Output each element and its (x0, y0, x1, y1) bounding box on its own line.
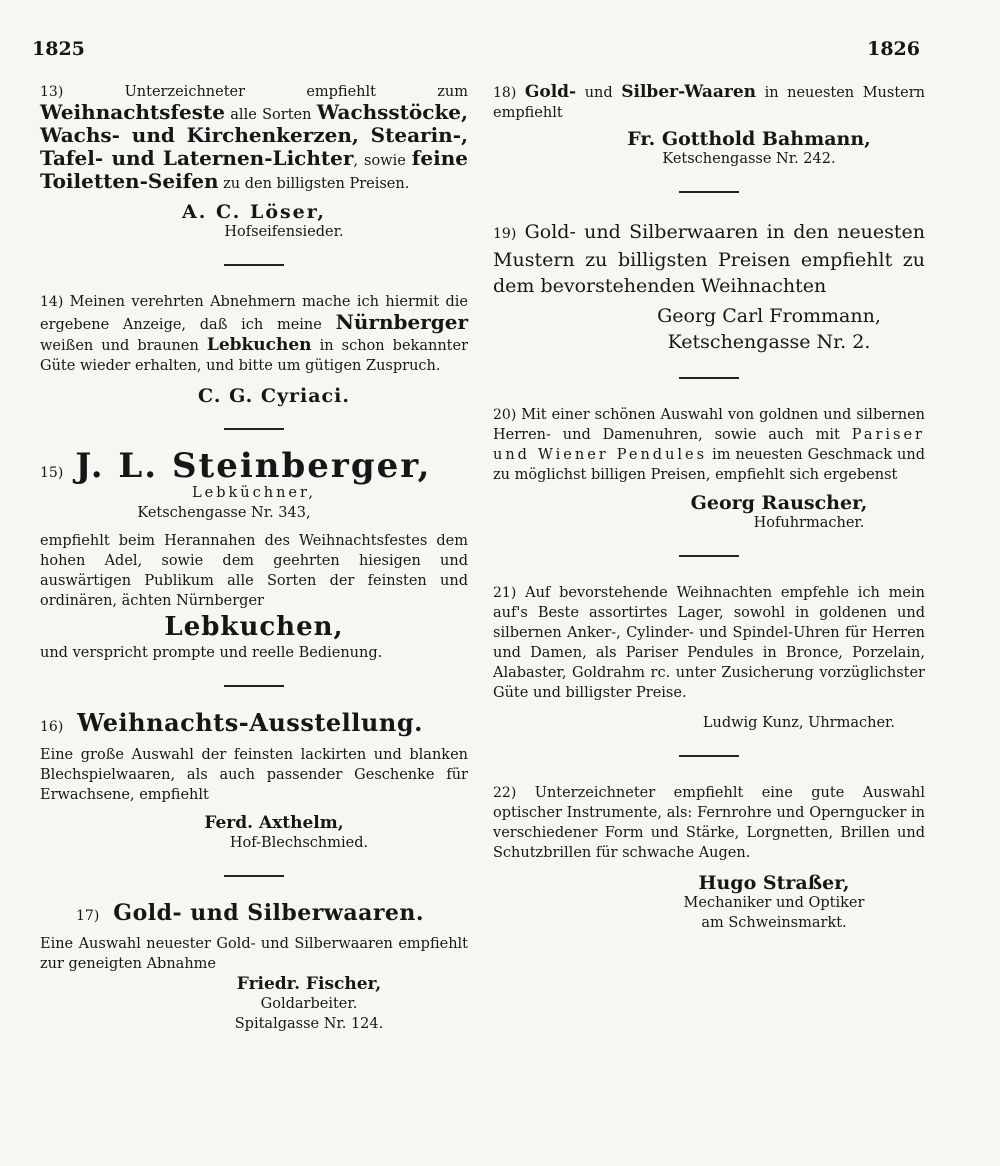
right-column (493, 82, 925, 941)
advertiser-address: Spitalgasse Nr. 124. (234, 1016, 384, 1032)
ad-text: und verspricht prompte und reelle Bedienung. (40, 645, 383, 661)
ad-highlight: Wachsstöcke, Wachs- und Kirchenkerzen, Stearin-, Tafel- und Laternen-Lichter (40, 100, 468, 170)
ad-text: zu den billigsten Preisen. (218, 176, 410, 192)
ad-19 (493, 219, 925, 355)
divider (679, 191, 739, 193)
advertiser-name: J. L. Steinberger, (75, 446, 432, 486)
ad-text: Gold- und Silberwaaren in den neuesten Mustern zu billigsten Preisen empfiehlt zu dem bevorstehenden Weihnachten (493, 221, 925, 297)
ad-18 (493, 82, 925, 169)
ad-17-signature (40, 974, 468, 1034)
ad-text: Unterzeichneter empfiehlt eine gute Auswahl optischer Instrumente, als: Fernrohre und Operngucker in verschiedener Form und Stärke, Lorgnetten, Brillen und Schutzbrillen für schwache Augen. (493, 785, 926, 861)
ad-highlight: Nürnberger (335, 310, 468, 334)
ad-highlight: Lebkuchen (206, 335, 312, 355)
ad-number: 19) (493, 226, 517, 242)
ad-text: Unterzeichneter empfiehlt zum (124, 84, 468, 100)
ad-13-signature (40, 202, 468, 242)
advertiser-name: Ludwig Kunz, Uhrmacher. (702, 715, 895, 731)
ad-15-header (40, 446, 468, 486)
ad-15 (40, 446, 468, 663)
page-number-right: 1826 (867, 38, 920, 60)
ad-number: 14) (40, 294, 64, 310)
ad-text: weißen und braunen (40, 338, 207, 354)
ad-number: 20) (493, 407, 517, 423)
advertiser-name: Georg Carl Frommann, (657, 305, 881, 327)
ad-21 (493, 583, 925, 733)
advertiser-trade: Mechaniker und Optiker (683, 895, 865, 911)
advertiser-name: Ferd. Axthelm, (204, 813, 344, 833)
ad-text: und (576, 85, 622, 101)
ad-highlight: Silber-Waaren (621, 82, 756, 102)
ad-21-text (493, 583, 925, 703)
page-number-left: 1825 (32, 38, 85, 60)
divider (679, 377, 739, 379)
ad-number: 15) (40, 465, 64, 481)
ad-highlight: Gold- (524, 82, 577, 102)
divider (224, 875, 284, 877)
advertiser-address: Ketschengasse Nr. 2. (667, 331, 871, 353)
ad-text: im neuesten Geschmack und zu möglichst billigen Preisen, empfiehlt sich ergebenst (493, 447, 925, 483)
advertiser-name: Friedr. Fischer, (236, 974, 382, 994)
ad-number: 16) (40, 719, 64, 735)
ad-text: empfiehlt beim Herannahen des Weihnachtsfestes dem hohen Adel, sowie dem geehrten hiesigen und auswärtigen Publikum alle Sorten der feinsten und ordinären, ächten Nürnberger (40, 533, 468, 609)
ad-19-signature (493, 303, 925, 355)
advertiser-trade: Hofseifensieder. (224, 224, 344, 240)
left-column (40, 82, 468, 1042)
ad-17-header (40, 900, 468, 926)
divider (679, 555, 739, 557)
divider (224, 264, 284, 266)
advertiser-trade: Lebküchner, (192, 485, 316, 501)
ad-text: Auf bevorstehende Weihnachten empfehle ich mein auf's Beste assortirtes Lager, sowohl in goldenen und silbernen Anker-, Cylinder- und Spindel-Uhren für Herren und Damen, als Pariser Pendules in Bronce, Porzelain, Alabaster, Goldrahm rc. unter Zusicherung vorzüglichster Güte und billigster Preise. (493, 585, 925, 701)
ad-18-text (493, 82, 925, 123)
ad-text: in neuesten Mustern empfiehlt (493, 85, 926, 121)
ad-number: 18) (493, 85, 517, 101)
advertiser-name: C. G. Cyriaci. (198, 385, 350, 407)
ad-headline: Weihnachts-Ausstellung. (77, 708, 423, 737)
ad-number: 21) (493, 585, 517, 601)
divider (224, 428, 284, 430)
ad-headline: Gold- und Silberwaaren. (113, 900, 425, 926)
ad-highlight: feine Toiletten-Seifen (40, 146, 468, 193)
ad-20-text (493, 405, 925, 485)
ad-18-signature (493, 129, 925, 169)
advertiser-trade: Hof-Blechschmied. (229, 835, 369, 851)
advertiser-name: A. C. Löser, (181, 201, 327, 223)
advertiser-name: Hugo Straßer, (698, 872, 850, 894)
ad-22-text (493, 783, 925, 863)
divider (224, 685, 284, 687)
advertiser-trade: Hofuhrmacher. (753, 515, 865, 531)
advertiser-address: Ketschengasse Nr. 242. (662, 151, 836, 167)
ad-text: Mit einer schönen Auswahl von goldnen und silbernen Herren- und Damenuhren, sowie auch mit (493, 407, 925, 443)
ad-highlight: Weihnachtsfeste (40, 100, 225, 124)
ad-20-signature (493, 493, 925, 533)
ad-17 (40, 900, 468, 1034)
ad-text: Eine Auswahl neuester Gold- und Silberwaaren empfiehlt zur geneigten Abnahme (40, 936, 468, 972)
advertiser-name: Georg Rauscher, (690, 492, 868, 514)
advertiser-name: Fr. Gotthold Bahmann, (627, 128, 871, 150)
ad-number: 17) (76, 908, 100, 924)
ad-highlight: Pariser und Wiener Pendules (493, 427, 925, 463)
product-name: Lebkuchen, (164, 612, 344, 642)
ad-text: , sowie (353, 153, 412, 169)
ad-14-text (40, 292, 468, 376)
ad-16-header (40, 708, 468, 737)
ad-number: 22) (493, 785, 517, 801)
ad-text: Eine große Auswahl der feinsten lackirten und blanken Blechspielwaaren, als auch passender Geschenke für Erwachsene, empfiehlt (40, 747, 468, 803)
advertiser-address: Ketschengasse Nr. 343, (137, 505, 311, 521)
ad-text: alle Sorten (224, 107, 317, 123)
ad-number: 13) (40, 84, 64, 100)
ad-16-signature (40, 813, 468, 853)
ad-text: in schon bekannter Güte wieder erhalten, und bitte um gütigen Zuspruch. (40, 338, 468, 374)
ad-22 (493, 783, 925, 933)
ad-20 (493, 405, 925, 533)
ad-13 (40, 82, 468, 242)
ad-14-signature (40, 386, 468, 406)
ad-text: Meinen verehrten Abnehmern mache ich hiermit die ergebene Anzeige, daß ich meine (40, 294, 468, 333)
ad-19-text (493, 219, 925, 299)
ad-14 (40, 292, 468, 406)
ad-16 (40, 708, 468, 853)
advertiser-trade: Goldarbeiter. (260, 996, 358, 1012)
advertiser-address: am Schweinsmarkt. (701, 915, 847, 931)
ad-13-text (40, 82, 468, 194)
ad-22-signature (493, 873, 925, 933)
divider (679, 755, 739, 757)
